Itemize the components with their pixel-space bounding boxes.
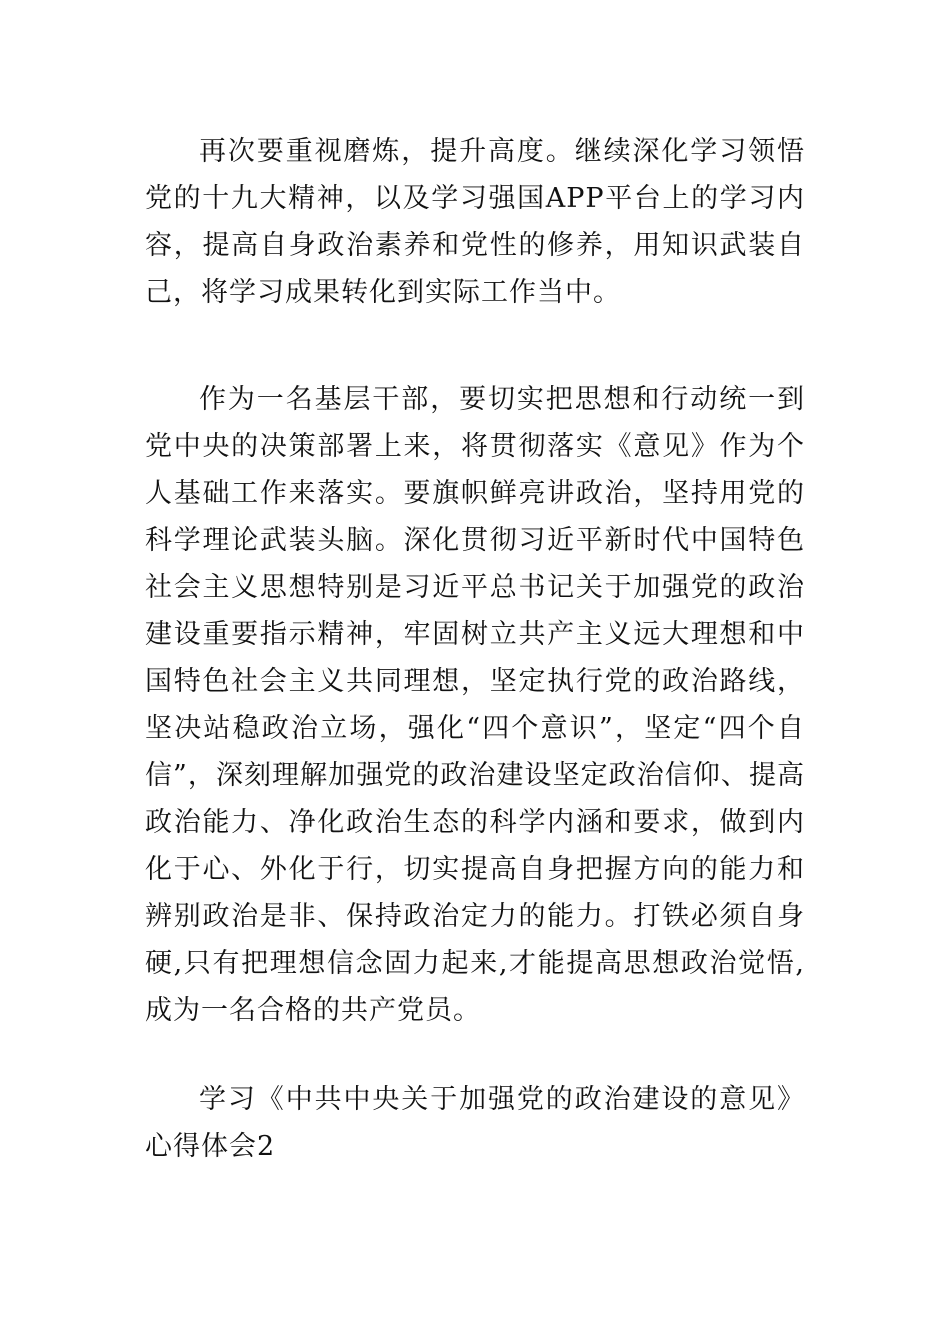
paragraph-grassroots-cadre: 作为一名基层干部，要切实把思想和行动统一到党中央的决策部署上来，将贯彻落实《意见》作为个人基础工作来落实。要旗帜鲜亮讲政治，坚持用党的科学理论武装头脑。深化贯彻习近平新时代中国特色社会主义思想特别是习近平总书记关于加强党的政治建设重要指示精神，牢固树立共产主义远大理想和中国特色社会主义共同理想，坚定执行党的政治路线，坚决站稳政治立场，强化“四个意识”，坚定“四个自信”，深刻理解加强党的政治建设坚定政治信仰、提高政治能力、净化政治生态的科学内涵和要求，做到内化于心、外化于行，切实提高自身把握方向的能力和辨别政治是非、保持政治定力的能力。打铁必须自身硬,只有把理想信念固力起来,才能提高思想政治觉悟,成为一名合格的共产党员。 xyxy=(145,384,805,1026)
section-heading-experience-2: 学习《中共中央关于加强党的政治建设的意见》心得体会2 xyxy=(145,1084,805,1162)
paragraph-improve-level: 再次要重视磨炼，提升高度。继续深化学习领悟党的十九大精神，以及学习强国APP平台上的学习内容，提高自身政治素养和党性的修养，用知识武装自己，将学习成果转化到实际工作当中。 xyxy=(145,136,805,308)
